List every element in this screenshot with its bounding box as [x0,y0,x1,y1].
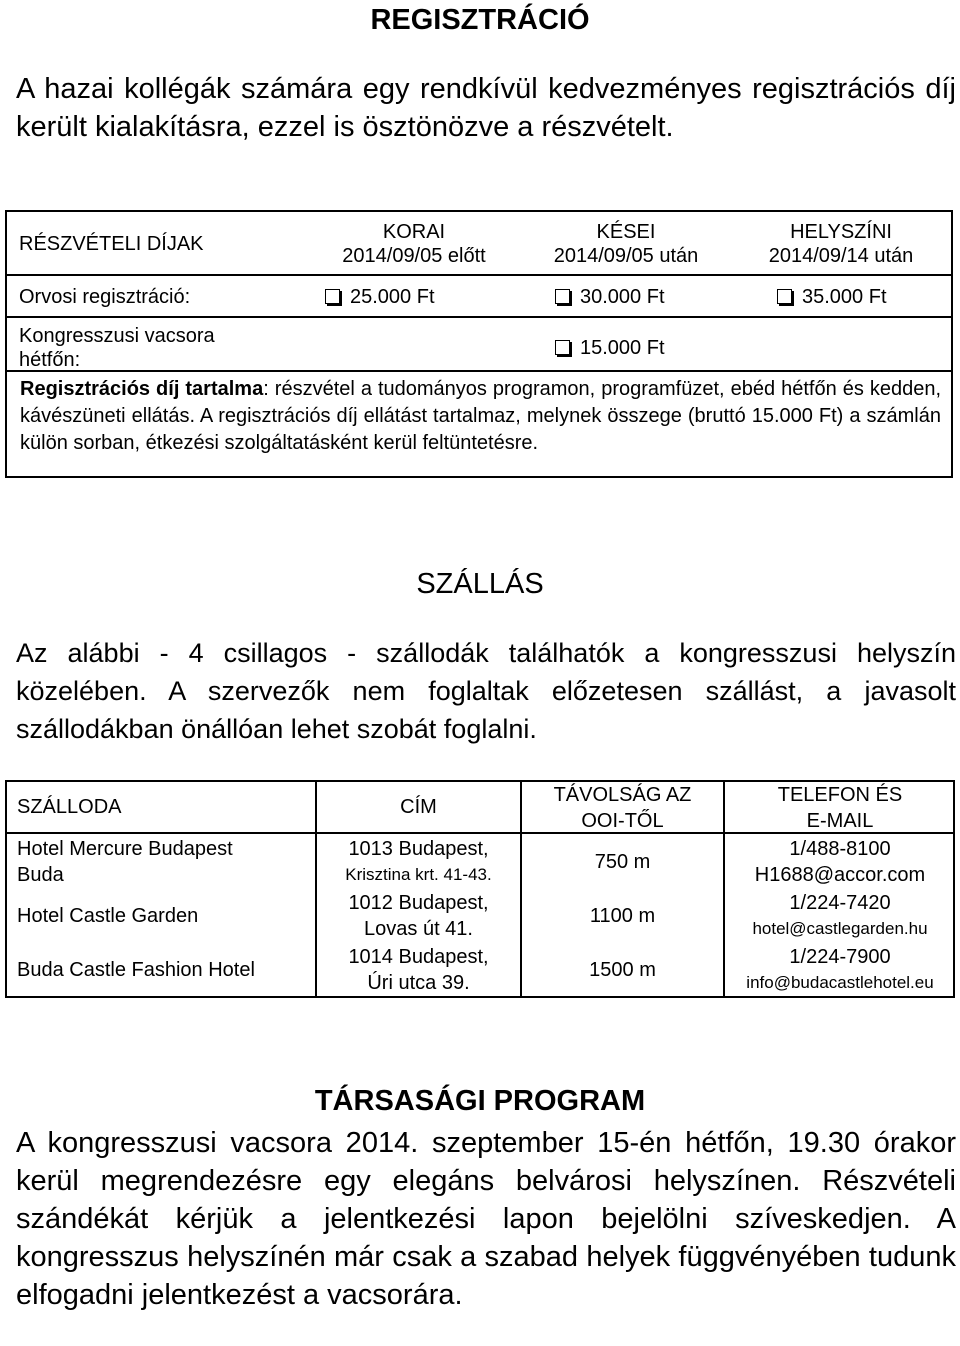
address-line2: Úri utca 39. [367,972,470,994]
address-line1: 1014 Budapest, [348,946,489,968]
doctor-registration-label: Orvosi regisztráció: [19,286,191,308]
address-line1: 1013 Budapest, [348,838,489,860]
hotel-phone: 1/488-8100 [789,838,891,860]
hotel-name [17,836,233,888]
social-text: A kongresszusi vacsora 2014. szeptember 15-én hétfőn, 19.30 órakor kerül megrendezésre egy elegáns belvárosi helyszínen. Részvételi szándékát kérjük a jelentkezési lapon bejelölni szíveskedjen. A kongresszus helyszínén már csak a szabad helyek függvényében tudunk elfogadni jelentkezést a vacsorára. [16,1127,956,1311]
fee-col-early-date: 2014/09/05 előtt [342,245,486,267]
fee-col-onsite [742,220,940,268]
fee-col-late [527,220,725,268]
header-contact-line1: TELEFON ÉS [777,784,903,806]
option-early[interactable] [325,285,435,309]
fee-note [20,376,941,457]
address-line2: Krisztina krt. 41-43. [345,865,492,884]
dinner-label-line2: hétfőn: [19,349,81,371]
header-distance-line1: TÁVOLSÁG AZ [553,784,692,806]
header-distance [522,782,723,834]
hotel-distance: 1500 m [589,959,656,981]
address-line2: Lovas út 41. [364,918,473,940]
fee-table [5,210,953,478]
registration-intro: A hazai kollégák számára egy rendkívül kedvezményes regisztrációs díj került kialakításra, ezzel is ösztönözve a részvételt. [16,73,956,143]
option-late[interactable] [555,285,665,309]
checkbox-icon[interactable] [555,340,570,355]
hotel-name: Hotel Castle Garden [17,905,199,927]
hotel-contact [725,890,955,942]
dinner-label [19,324,215,372]
hotel-contact [725,836,955,888]
hotel-email[interactable]: info@budacastlehotel.eu [746,973,934,992]
price-dinner: 15.000 Ft [580,337,665,359]
hotel-email[interactable]: hotel@castlegarden.hu [752,919,928,938]
price-onsite: 35.000 Ft [802,286,887,308]
fee-table-title: RÉSZVÉTELI DÍJAK [19,233,204,255]
hotel-contact [725,944,955,996]
hotel-name-line1: Hotel Mercure Budapest [17,838,233,860]
fee-col-onsite-date: 2014/09/14 után [768,245,914,267]
fee-note-bold: Regisztrációs díj tartalma [20,378,264,400]
fee-col-early-name: KORAI [382,221,446,243]
fee-col-early [315,220,513,268]
address-line1: 1012 Budapest, [348,892,489,914]
hotel-name: Buda Castle Fashion Hotel [17,959,255,981]
price-early: 25.000 Ft [350,286,435,308]
fee-divider [7,370,951,372]
header-address: CÍM [400,796,437,818]
checkbox-icon[interactable] [325,289,340,304]
hotel-table [5,780,955,998]
hotel-address [317,836,520,888]
option-dinner[interactable] [555,336,665,360]
accommodation-intro: Az alábbi - 4 csillagos - szállodák találhatók a kongresszusi helyszín közelében. A szervezők nem foglaltak előzetesen szállást, a javasolt szállodákban önállóan lehet szobát foglalni. [16,638,956,744]
checkbox-icon[interactable] [777,289,792,304]
option-onsite[interactable] [777,285,887,309]
hotel-address [317,890,520,942]
hotel-phone: 1/224-7420 [789,892,891,914]
dinner-label-line1: Kongresszusi vacsora [19,325,215,347]
hotel-distance: 750 m [594,851,651,873]
accommodation-heading: SZÁLLÁS [416,568,544,600]
hotel-distance: 1100 m [589,905,656,927]
social-heading: TÁRSASÁGI PROGRAM [314,1085,646,1117]
fee-divider [7,316,951,318]
hotel-phone: 1/224-7900 [789,946,891,968]
hotel-address [317,944,520,996]
header-distance-line2: OOI-TŐL [581,810,664,832]
header-contact [725,782,955,834]
hotel-name-line2: Buda [17,864,64,886]
checkbox-icon[interactable] [555,289,570,304]
price-late: 30.000 Ft [580,286,665,308]
fee-col-onsite-name: HELYSZÍNI [790,221,892,243]
header-hotel: SZÁLLODA [17,796,122,818]
header-contact-line2: E-MAIL [806,810,874,832]
fee-col-late-date: 2014/09/05 után [553,245,699,267]
registration-heading: REGISZTRÁCIÓ [370,4,590,36]
fee-note-text: : részvétel a tudományos programon, programfüzet, ebéd hétfőn és kedden, kávészüneti ellátás. A regisztrációs díj ellátást tartalmaz, melynek összege (bruttó 15.000 Ft) a számlán külön sorban, étkezési szolgáltatásként kerül feltüntetésre. [20,378,942,454]
hotel-email[interactable]: H1688@accor.com [754,864,926,886]
fee-divider [7,274,951,276]
fee-col-late-name: KÉSEI [596,221,656,243]
